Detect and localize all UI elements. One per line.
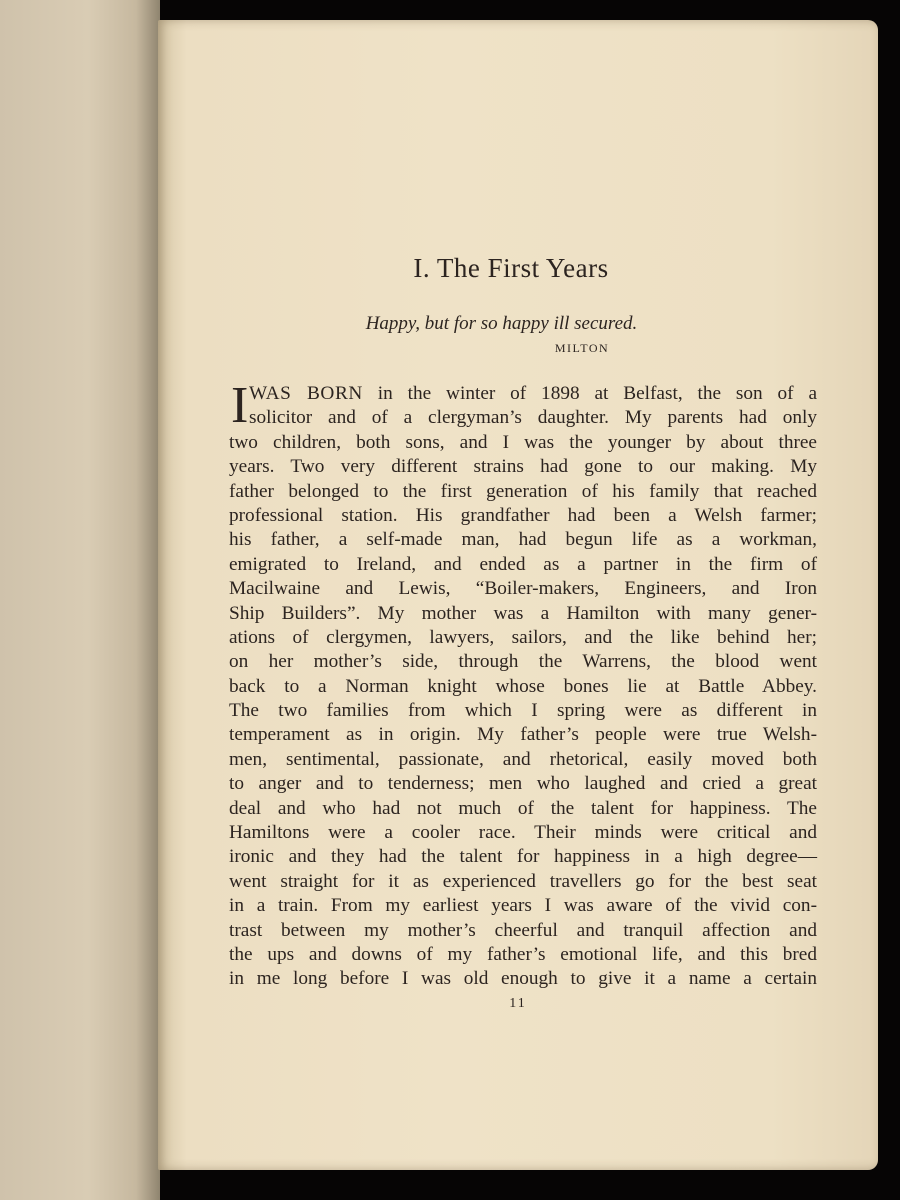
chapter-title: I. The First Years (413, 253, 609, 283)
text-line: in me long before I was old enough to give it a name a certain (229, 968, 817, 990)
text-line: on her mother’s side, through the Warrens, the blood went (229, 651, 817, 673)
text-line (229, 382, 817, 406)
text-line: ations of clergymen, lawyers, sailors, and the like behind her; (229, 626, 817, 648)
text-line: Macilwaine and Lewis, “Boiler-makers, Engineers, and Iron (229, 578, 817, 600)
text-line: men, sentimental, passionate, and rhetorical, easily moved both (229, 748, 817, 770)
text-line: in a train. From my earliest years I was aware of the vivid con- (229, 895, 817, 917)
text-line: back to a Norman knight whose bones lie at Battle Abbey. (229, 675, 817, 697)
text-line: temperament as in origin. My father’s people were true Welsh- (229, 724, 817, 746)
text-line: professional station. His grandfather had been a Welsh farmer; (229, 504, 817, 526)
opening-smallcaps: WAS BORN (249, 383, 363, 404)
text-line: two children, both sons, and I was the younger by about three (229, 431, 817, 453)
text-line: emigrated to Ireland, and ended as a partner in the firm of (229, 553, 817, 575)
text-line: went straight for it as experienced travellers go for the best seat (229, 870, 817, 892)
text-line: his father, a self-made man, had begun life as a workman, (229, 529, 817, 551)
body-text (229, 377, 818, 992)
text-line: solicitor and of a clergyman’s daughter. My parents had only (249, 407, 817, 429)
text-line: years. Two very different strains had gone to our making. My (229, 456, 817, 478)
text-line: ironic and they had the talent for happiness in a high degree— (229, 846, 817, 868)
text-line: the ups and downs of my father’s emotional life, and this bred (229, 943, 817, 965)
epigraph: Happy, but for so happy ill secured. (365, 313, 638, 334)
text-line: trast between my mother’s cheerful and tranquil affection and (229, 919, 817, 941)
text-line: deal and who had not much of the talent for happiness. The (229, 797, 817, 819)
text-line: The two families from which I spring were as different in (229, 700, 817, 722)
text-line-content: in the winter of 1898 at Belfast, the son of a (377, 383, 818, 404)
epigraph-attribution: MILTON (554, 341, 610, 355)
text-line: Ship Builders”. My mother was a Hamilton with many gener- (229, 602, 817, 624)
text-line: father belonged to the first generation of his family that reached (229, 480, 817, 502)
page-number: 11 (509, 996, 527, 1011)
drop-cap: I (231, 377, 249, 434)
text-line: to anger and to tenderness; men who laughed and cried a great (229, 773, 817, 795)
facing-page-edge (0, 0, 160, 1200)
book-page (158, 20, 878, 1170)
text-line: Hamiltons were a cooler race. Their minds were critical and (229, 822, 817, 844)
